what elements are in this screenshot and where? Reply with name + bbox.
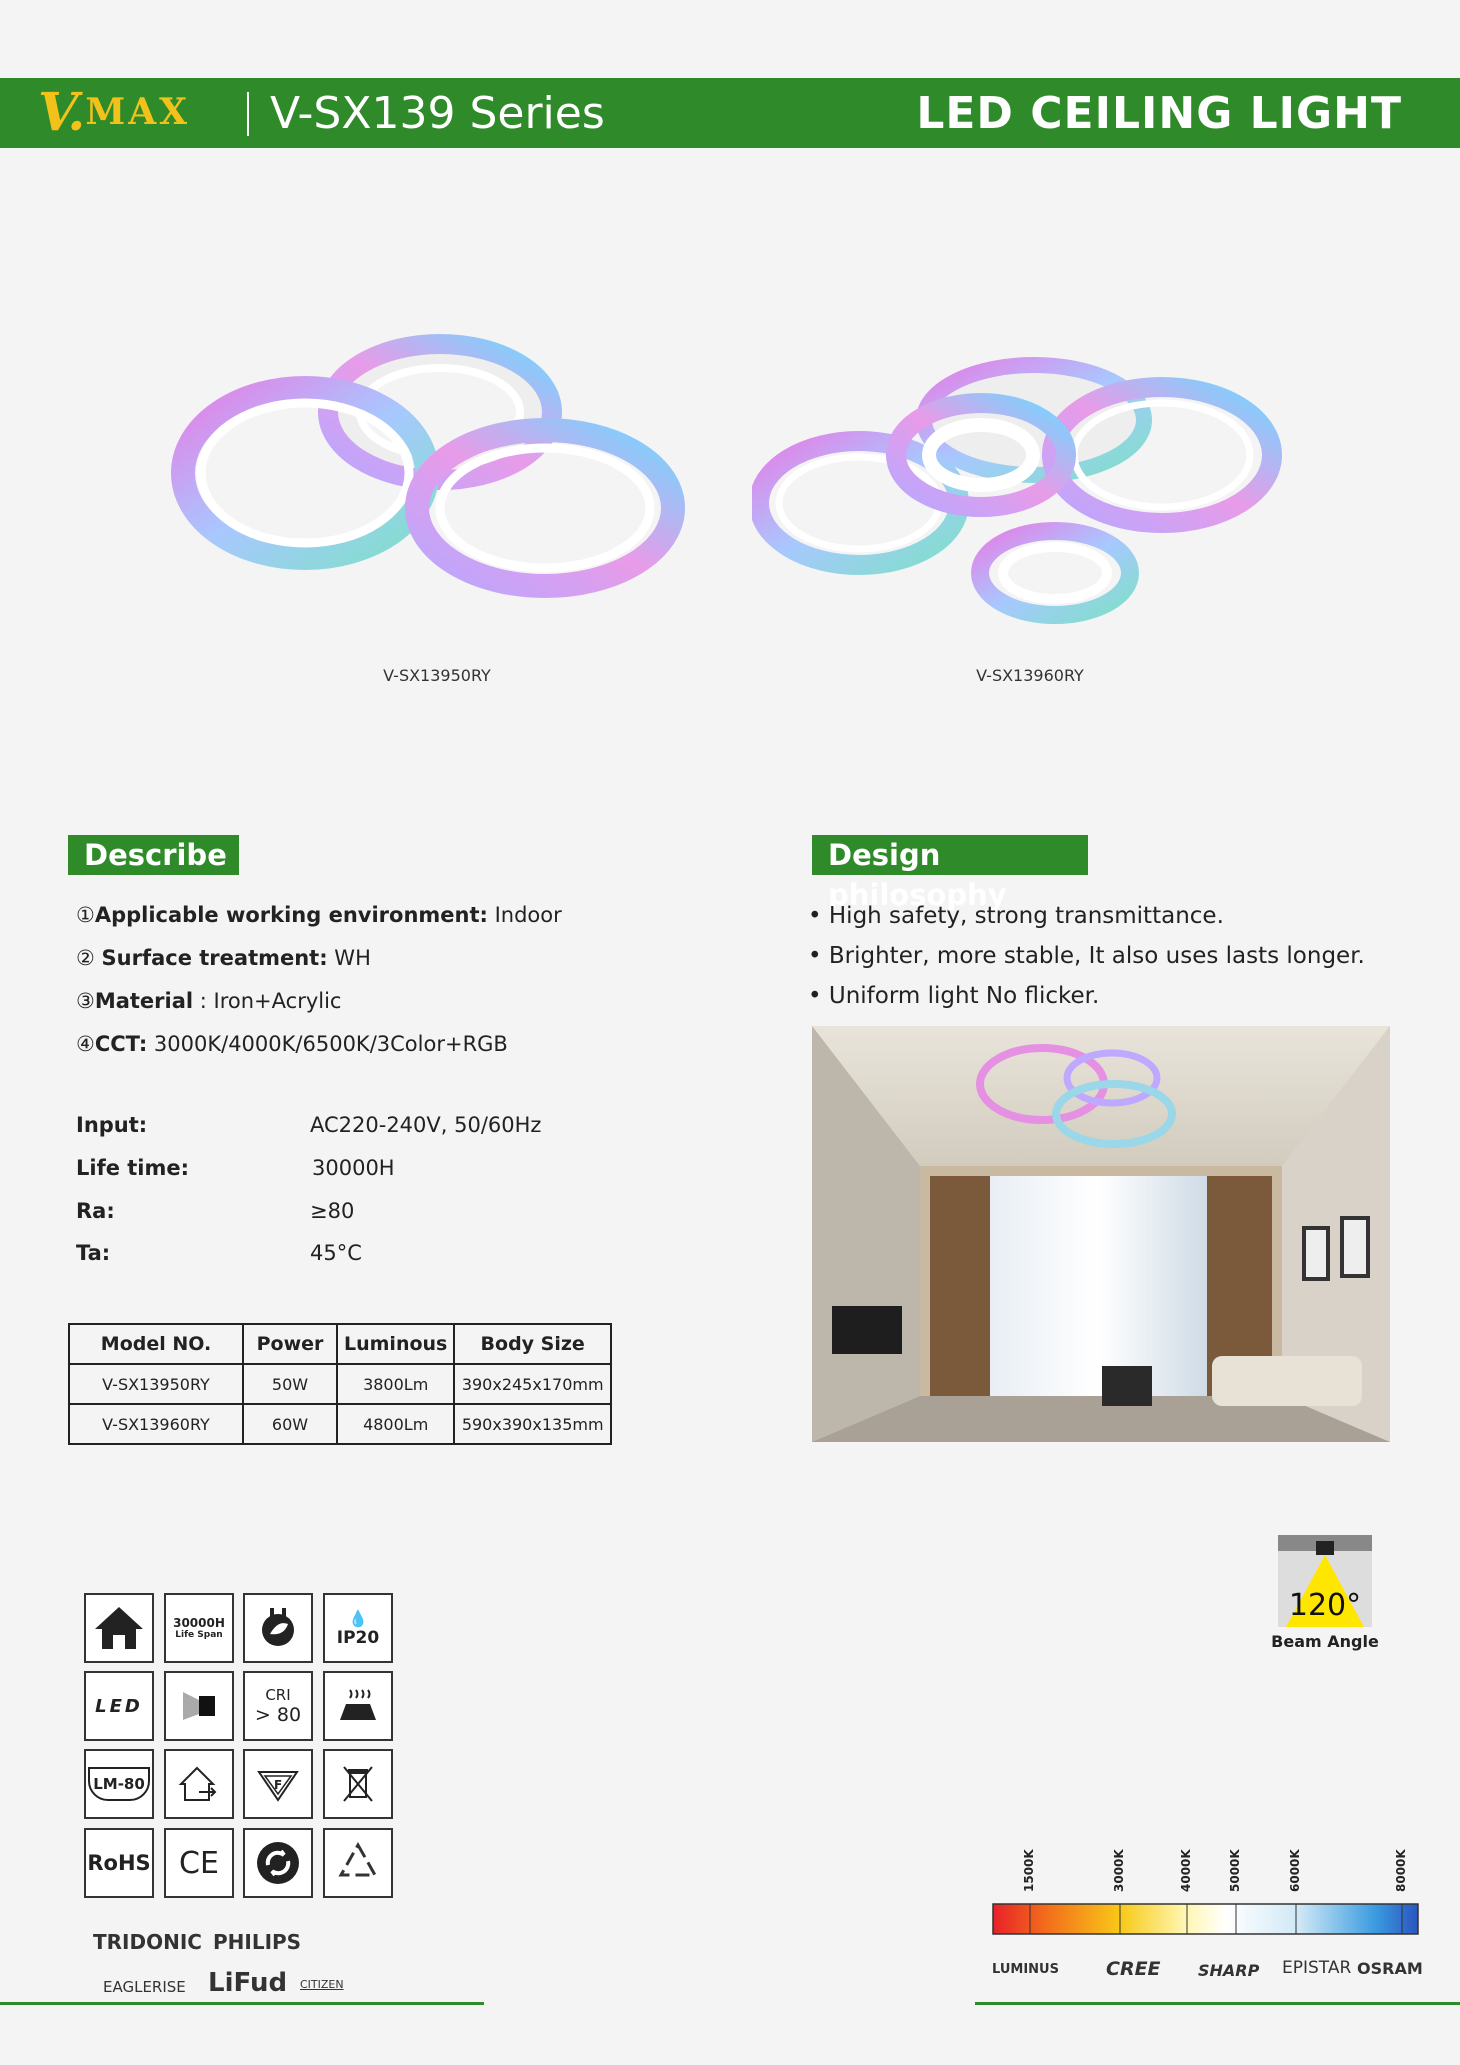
spec-value-ra: ≥80 xyxy=(310,1199,355,1223)
lifespan-sub: Life Span xyxy=(175,1630,223,1640)
vmax-logo xyxy=(38,82,190,142)
product-caption-1: V-SX13950RY xyxy=(383,666,491,685)
spec-label-life: Life time: xyxy=(76,1156,190,1180)
osram-logo: OSRAM xyxy=(1357,1959,1423,1978)
color-temperature-scale xyxy=(990,1890,1422,1938)
describe-item-1: ①Applicable working environment: Indoor xyxy=(76,903,562,927)
describe-item-2: ② Surface treatment: WH xyxy=(76,946,371,970)
logo-max: MAX xyxy=(85,91,191,133)
table-cell: 590x390x135mm xyxy=(454,1404,611,1444)
table-header: Model NO. xyxy=(69,1324,243,1364)
luminus-logo: LUMINUS xyxy=(992,1962,1059,1977)
f-mark-icon xyxy=(243,1749,313,1819)
ip20-icon xyxy=(323,1593,393,1663)
citizen-logo: CITIZEN xyxy=(300,1978,344,1991)
kelvin-label-6000: 6000K xyxy=(1288,1849,1302,1892)
rohs-icon: RoHS xyxy=(84,1828,154,1898)
lifespan-icon xyxy=(164,1593,234,1663)
tridonic-logo: TRIDONIC xyxy=(93,1930,202,1954)
table-header: Power xyxy=(243,1324,337,1364)
lm80-label: LM-80 xyxy=(88,1767,150,1801)
design-philosophy-title: Design philosophy xyxy=(812,835,1088,875)
kelvin-label-4000: 4000K xyxy=(1179,1849,1193,1892)
table-cell: V-SX13950RY xyxy=(69,1364,243,1404)
water-drop-icon: 💧 xyxy=(348,1608,368,1628)
product-type-title: LED CEILING LIGHT xyxy=(916,88,1402,139)
cri-icon xyxy=(243,1671,313,1741)
eaglerise-logo: EAGLERISE xyxy=(103,1978,186,1996)
table-cell: 3800Lm xyxy=(337,1364,454,1404)
logo-v: V. xyxy=(38,81,84,143)
beam-angle-value: 120° xyxy=(1288,1588,1362,1623)
heat-dissipation-icon xyxy=(323,1671,393,1741)
philips-logo: PHILIPS xyxy=(213,1930,302,1954)
ip20-label: IP20 xyxy=(336,1627,380,1648)
indoor-house-icon xyxy=(84,1593,154,1663)
green-dot-icon xyxy=(243,1828,313,1898)
product-image-5-rings xyxy=(752,355,1312,635)
beam-direction-icon xyxy=(164,1671,234,1741)
table-cell: 4800Lm xyxy=(337,1404,454,1444)
kelvin-label-1500: 1500K xyxy=(1022,1849,1036,1892)
lifud-logo: LiFud xyxy=(208,1968,288,1998)
footer-line-left xyxy=(0,2002,484,2005)
table-cell: 50W xyxy=(243,1364,337,1404)
cree-logo: CREE xyxy=(1106,1958,1161,1980)
series-title: V-SX139 Series xyxy=(270,88,605,139)
spec-value-life: 30000H xyxy=(312,1156,395,1180)
kelvin-label-3000: 3000K xyxy=(1112,1849,1126,1892)
table-cell: 60W xyxy=(243,1404,337,1444)
room-illustration xyxy=(812,1026,1390,1442)
table-cell: V-SX13960RY xyxy=(69,1404,243,1444)
model-spec-table xyxy=(68,1323,612,1445)
kelvin-label-5000: 5000K xyxy=(1228,1849,1242,1892)
table-header: Body Size xyxy=(454,1324,611,1364)
table-header-row xyxy=(69,1324,611,1364)
product-image-3-rings xyxy=(170,330,690,610)
lm80-icon xyxy=(84,1749,154,1819)
indoor-use-icon xyxy=(164,1749,234,1819)
epistar-logo: EPISTAR xyxy=(1282,1958,1352,1978)
product-caption-2: V-SX13960RY xyxy=(976,666,1084,685)
table-cell: 390x245x170mm xyxy=(454,1364,611,1404)
led-icon: LED xyxy=(84,1671,154,1741)
weee-bin-icon xyxy=(323,1749,393,1819)
cri-value: > 80 xyxy=(254,1704,302,1726)
spec-value-input: AC220-240V, 50/60Hz xyxy=(310,1113,542,1137)
spec-label-ra: Ra: xyxy=(76,1199,115,1223)
footer-line-right xyxy=(975,2002,1460,2005)
design-bullet-2: • Brighter, more stable, It also uses lasts longer. xyxy=(808,943,1365,969)
table-header: Luminous xyxy=(337,1324,454,1364)
design-bullet-3: • Uniform light No flicker. xyxy=(808,983,1100,1009)
sharp-logo: SHARP xyxy=(1198,1961,1260,1980)
spec-label-input: Input: xyxy=(76,1113,148,1137)
beam-angle-label: Beam Angle xyxy=(1271,1632,1379,1651)
describe-item-4: ④CCT: 3000K/4000K/6500K/3Color+RGB xyxy=(76,1032,508,1056)
cri-label: CRI xyxy=(265,1686,291,1704)
header-divider xyxy=(247,92,249,136)
lifespan-value: 30000H xyxy=(173,1616,225,1630)
spec-value-ta: 45°C xyxy=(310,1241,362,1265)
svg-text:F: F xyxy=(274,1778,283,1792)
describe-title: Describe xyxy=(68,835,239,875)
design-bullet-1: • High safety, strong transmittance. xyxy=(808,903,1224,929)
recycle-icon xyxy=(323,1828,393,1898)
room-scene-image xyxy=(812,1026,1390,1442)
ce-icon: CE xyxy=(164,1828,234,1898)
kelvin-label-8000: 8000K xyxy=(1394,1849,1408,1892)
eco-plug-icon xyxy=(243,1593,313,1663)
spec-label-ta: Ta: xyxy=(76,1241,111,1265)
table-row xyxy=(69,1364,611,1404)
table-row xyxy=(69,1404,611,1444)
describe-item-3: ③Material : Iron+Acrylic xyxy=(76,989,342,1013)
